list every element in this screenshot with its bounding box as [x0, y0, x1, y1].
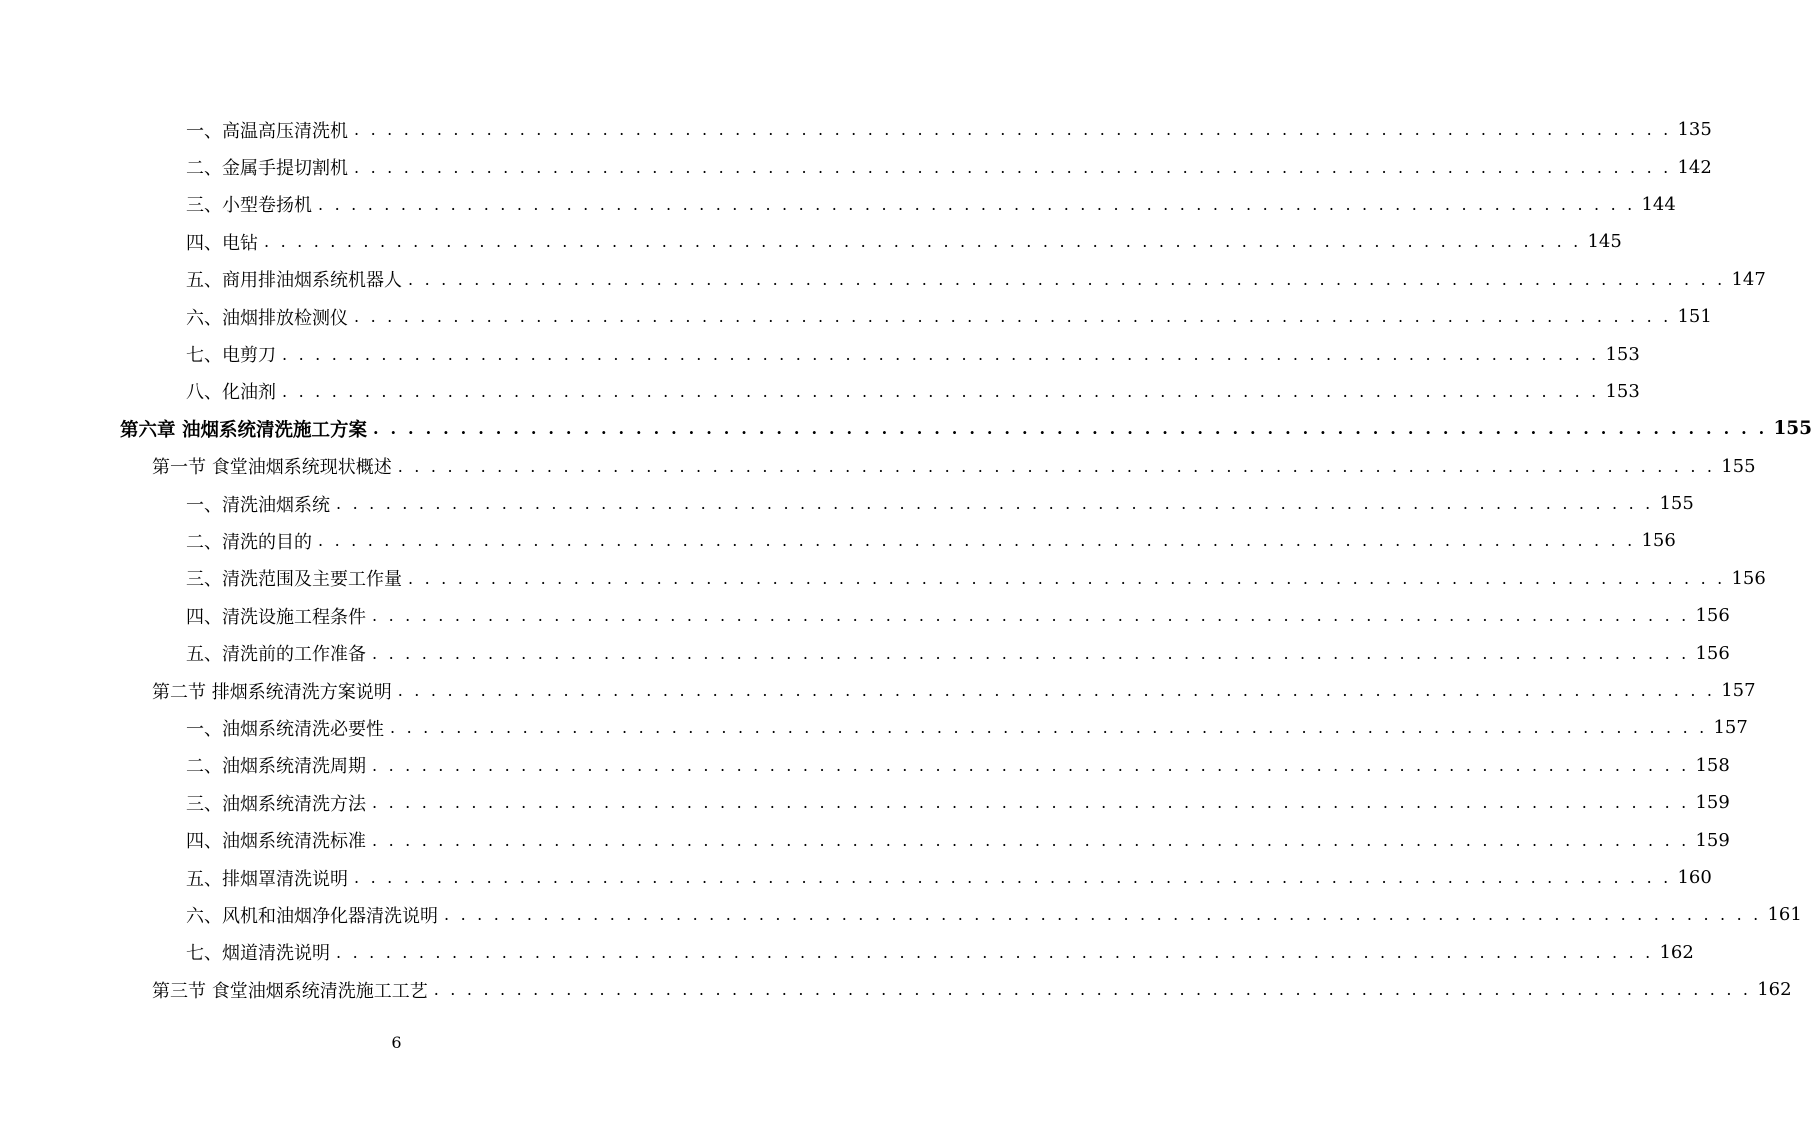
toc-dot-leader: . . . . . . . . . . . . . . . . . . . . . . . . . . . . . . . . . . . . . . . . . . . . . . . . . . . . . . . . . . . . . . . . . . . . . . . . . . . . . . . .: [354, 157, 1672, 177]
toc-entry-page: 159: [1695, 829, 1730, 851]
toc-dot-leader: . . . . . . . . . . . . . . . . . . . . . . . . . . . . . . . . . . . . . . . . . . . . . . . . . . . . . . . . . . . . . . . . . . . . . . . . . . . . . . . .: [390, 718, 1708, 738]
toc-entry-page: 159: [1695, 792, 1730, 814]
toc-dot-leader: . . . . . . . . . . . . . . . . . . . . . . . . . . . . . . . . . . . . . . . . . . . . . . . . . . . . . . . . . . . . . . . . . . . . . . . . . . . . . . . .: [354, 868, 1672, 887]
toc-entry-title: 五、商用排油烟系统机器人: [186, 270, 402, 292]
toc-entry[interactable]: [0, 859, 1712, 896]
toc-entry-page: 156: [1695, 605, 1730, 627]
toc-entry-page: 153: [1605, 380, 1640, 402]
toc-entry-title: 二、清洗的目的: [186, 531, 312, 553]
toc-entry[interactable]: [0, 186, 1676, 223]
toc-entry-title: 第二节 排烟系统清洗方案说明: [152, 681, 392, 703]
toc-dot-leader: . . . . . . . . . . . . . . . . . . . . . . . . . . . . . . . . . . . . . . . . . . . . . . . . . . . . . . . . . . . . . . . . . . . . . . . . . . . . . . . .: [354, 307, 1672, 327]
toc-entry-title: 六、油烟排放检测仪: [186, 307, 348, 329]
toc-entry[interactable]: [0, 784, 1730, 821]
toc-dot-leader: . . . . . . . . . . . . . . . . . . . . . . . . . . . . . . . . . . . . . . . . . . . . . . . . . . . . . . . . . . . . . . . . . . . . . . . . . . . . . . . .: [282, 381, 1600, 401]
toc-entry[interactable]: [0, 485, 1694, 522]
toc-entry-title: 第六章 油烟系统清洗施工方案: [120, 419, 367, 441]
toc-entry-title: 三、清洗范围及主要工作量: [186, 569, 402, 591]
toc-dot-leader: . . . . . . . . . . . . . . . . . . . . . . . . . . . . . . . . . . . . . . . . . . . . . . . . . . . . . . . . . . . . . . . . . . . . . . . . . . . . . . . .: [372, 643, 1690, 663]
toc-entry-page: 155: [1721, 455, 1756, 477]
toc-entry[interactable]: [0, 261, 1766, 298]
toc-entry[interactable]: [0, 821, 1730, 858]
toc-entry[interactable]: [0, 335, 1640, 372]
toc-entry[interactable]: [0, 373, 1640, 410]
toc-dot-leader: . . . . . . . . . . . . . . . . . . . . . . . . . . . . . . . . . . . . . . . . . . . . . . . . . . . . . . . . . . . . . . . . . . . . . . . . . . . . . . . .: [354, 120, 1672, 140]
toc-entry[interactable]: [0, 896, 1802, 933]
toc-entry-title: 七、烟道清洗说明: [186, 943, 330, 965]
toc-entry[interactable]: [0, 971, 1792, 1008]
toc-entry[interactable]: [0, 747, 1730, 784]
toc-entry-title: 四、电钻: [186, 232, 258, 254]
toc-dot-leader: . . . . . . . . . . . . . . . . . . . . . . . . . . . . . . . . . . . . . . . . . . . . . . . . . . . . . . . . . . . . . . . . . . . . . . . . . . . . . . . .: [282, 344, 1600, 364]
toc-entry-page: 156: [1641, 530, 1676, 552]
toc-entry-page: 162: [1659, 941, 1694, 963]
toc-entry[interactable]: [0, 448, 1756, 485]
toc-dot-leader: . . . . . . . . . . . . . . . . . . . . . . . . . . . . . . . . . . . . . . . . . . . . . . . . . . . . . . . . . . . . . . . . . . . . . . . . . . . . . . . .: [372, 793, 1690, 813]
toc-dot-leader: . . . . . . . . . . . . . . . . . . . . . . . . . . . . . . . . . . . . . . . . . . . . . . . . . . . . . . . . . . . . . . . . . . . . . . . . . . . . . . . .: [318, 531, 1636, 551]
toc-entry-page: 155: [1659, 493, 1694, 515]
toc-entry-page: 157: [1721, 680, 1756, 702]
toc-dot-leader: . . . . . . . . . . . . . . . . . . . . . . . . . . . . . . . . . . . . . . . . . . . . . . . . . . . . . . . . . . . . . . . . . . . . . . . . . . . . . . . .: [372, 419, 1768, 439]
toc-entry-title: 一、清洗油烟系统: [186, 494, 330, 516]
toc-entry[interactable]: [0, 709, 1748, 746]
toc-entry[interactable]: [0, 634, 1730, 671]
toc-dot-leader: . . . . . . . . . . . . . . . . . . . . . . . . . . . . . . . . . . . . . . . . . . . . . . . . . . . . . . . . . . . . . . . . . . . . . . . . . . . . . . . .: [444, 905, 1762, 925]
toc-entry[interactable]: [0, 560, 1766, 597]
toc-dot-leader: . . . . . . . . . . . . . . . . . . . . . . . . . . . . . . . . . . . . . . . . . . . . . . . . . . . . . . . . . . . . . . . . . . . . . . . . . . . . . . . .: [408, 568, 1726, 588]
toc-dot-leader: . . . . . . . . . . . . . . . . . . . . . . . . . . . . . . . . . . . . . . . . . . . . . . . . . . . . . . . . . . . . . . . . . . . . . . . . . . . . . . . .: [372, 830, 1690, 850]
toc-dot-leader: . . . . . . . . . . . . . . . . . . . . . . . . . . . . . . . . . . . . . . . . . . . . . . . . . . . . . . . . . . . . . . . . . . . . . . . . . . . . . . . .: [372, 755, 1690, 775]
toc-entry-page: 147: [1731, 268, 1766, 290]
toc-entry-page: 142: [1677, 156, 1712, 178]
toc-entry-page: 155: [1773, 418, 1812, 440]
toc-entry-title: 一、油烟系统清洗必要性: [186, 718, 384, 740]
toc-dot-leader: . . . . . . . . . . . . . . . . . . . . . . . . . . . . . . . . . . . . . . . . . . . . . . . . . . . . . . . . . . . . . . . . . . . . . . . . . . . . . . . .: [372, 606, 1690, 626]
toc-entry-title: 三、油烟系统清洗方法: [186, 793, 366, 815]
toc-entry[interactable]: [0, 148, 1712, 185]
toc-entry-page: 151: [1677, 306, 1712, 328]
toc-dot-leader: . . . . . . . . . . . . . . . . . . . . . . . . . . . . . . . . . . . . . . . . . . . . . . . . . . . . . . . . . . . . . . . . . . . . . . . . . . . . . . . .: [318, 194, 1636, 214]
toc-entry[interactable]: [0, 223, 1622, 260]
toc-entry-page: 144: [1641, 193, 1676, 215]
table-of-contents: [0, 111, 1812, 1008]
toc-dot-leader: . . . . . . . . . . . . . . . . . . . . . . . . . . . . . . . . . . . . . . . . . . . . . . . . . . . . . . . . . . . . . . . . . . . . . . . . . . . . . . . .: [264, 232, 1582, 252]
toc-entry[interactable]: [0, 410, 1812, 447]
toc-dot-leader: . . . . . . . . . . . . . . . . . . . . . . . . . . . . . . . . . . . . . . . . . . . . . . . . . . . . . . . . . . . . . . . . . . . . . . . . . . . . . . . .: [433, 980, 1752, 1000]
toc-entry-title: 四、清洗设施工程条件: [186, 606, 366, 628]
toc-entry-title: 第三节 食堂油烟系统清洗施工工艺: [152, 980, 428, 1002]
toc-entry[interactable]: [0, 934, 1694, 971]
toc-entry-page: 160: [1677, 867, 1712, 888]
toc-entry-title: 一、高温高压清洗机: [186, 120, 348, 142]
toc-entry-page: 156: [1695, 642, 1730, 664]
toc-entry[interactable]: [0, 672, 1756, 709]
toc-dot-leader: . . . . . . . . . . . . . . . . . . . . . . . . . . . . . . . . . . . . . . . . . . . . . . . . . . . . . . . . . . . . . . . . . . . . . . . . . . . . . . . .: [397, 456, 1716, 476]
toc-dot-leader: . . . . . . . . . . . . . . . . . . . . . . . . . . . . . . . . . . . . . . . . . . . . . . . . . . . . . . . . . . . . . . . . . . . . . . . . . . . . . . . .: [397, 681, 1716, 701]
toc-entry-page: 135: [1677, 119, 1712, 141]
toc-entry-title: 二、金属手提切割机: [186, 158, 348, 180]
toc-dot-leader: . . . . . . . . . . . . . . . . . . . . . . . . . . . . . . . . . . . . . . . . . . . . . . . . . . . . . . . . . . . . . . . . . . . . . . . . . . . . . . . .: [408, 269, 1726, 289]
toc-entry-page: 153: [1605, 343, 1640, 365]
toc-dot-leader: . . . . . . . . . . . . . . . . . . . . . . . . . . . . . . . . . . . . . . . . . . . . . . . . . . . . . . . . . . . . . . . . . . . . . . . . . . . . . . . .: [336, 942, 1654, 962]
toc-entry-page: 162: [1757, 979, 1792, 1001]
toc-entry-page: 161: [1767, 904, 1802, 926]
toc-entry-title: 五、清洗前的工作准备: [186, 644, 366, 666]
toc-entry-page: 157: [1713, 717, 1748, 739]
toc-entry-title: 第一节 食堂油烟系统现状概述: [152, 457, 392, 479]
toc-entry[interactable]: [0, 597, 1730, 634]
toc-entry-title: 七、电剪刀: [186, 345, 276, 367]
toc-entry[interactable]: [0, 298, 1712, 335]
toc-entry-title: 二、油烟系统清洗周期: [186, 756, 366, 778]
page-number: 6: [391, 1033, 402, 1052]
toc-entry[interactable]: [0, 111, 1712, 148]
toc-entry-page: 145: [1587, 231, 1622, 253]
toc-entry-title: 三、小型卷扬机: [186, 195, 312, 217]
toc-entry-title: 八、化油剂: [186, 382, 276, 404]
toc-entry-title: 六、风机和油烟净化器清洗说明: [186, 905, 438, 927]
toc-entry-page: 158: [1695, 754, 1730, 776]
toc-entry-title: 五、排烟罩清洗说明: [186, 868, 348, 890]
toc-entry-title: 四、油烟系统清洗标准: [186, 831, 366, 853]
toc-dot-leader: . . . . . . . . . . . . . . . . . . . . . . . . . . . . . . . . . . . . . . . . . . . . . . . . . . . . . . . . . . . . . . . . . . . . . . . . . . . . . . . .: [336, 494, 1654, 514]
toc-entry-page: 156: [1731, 567, 1766, 589]
toc-entry[interactable]: [0, 522, 1676, 559]
